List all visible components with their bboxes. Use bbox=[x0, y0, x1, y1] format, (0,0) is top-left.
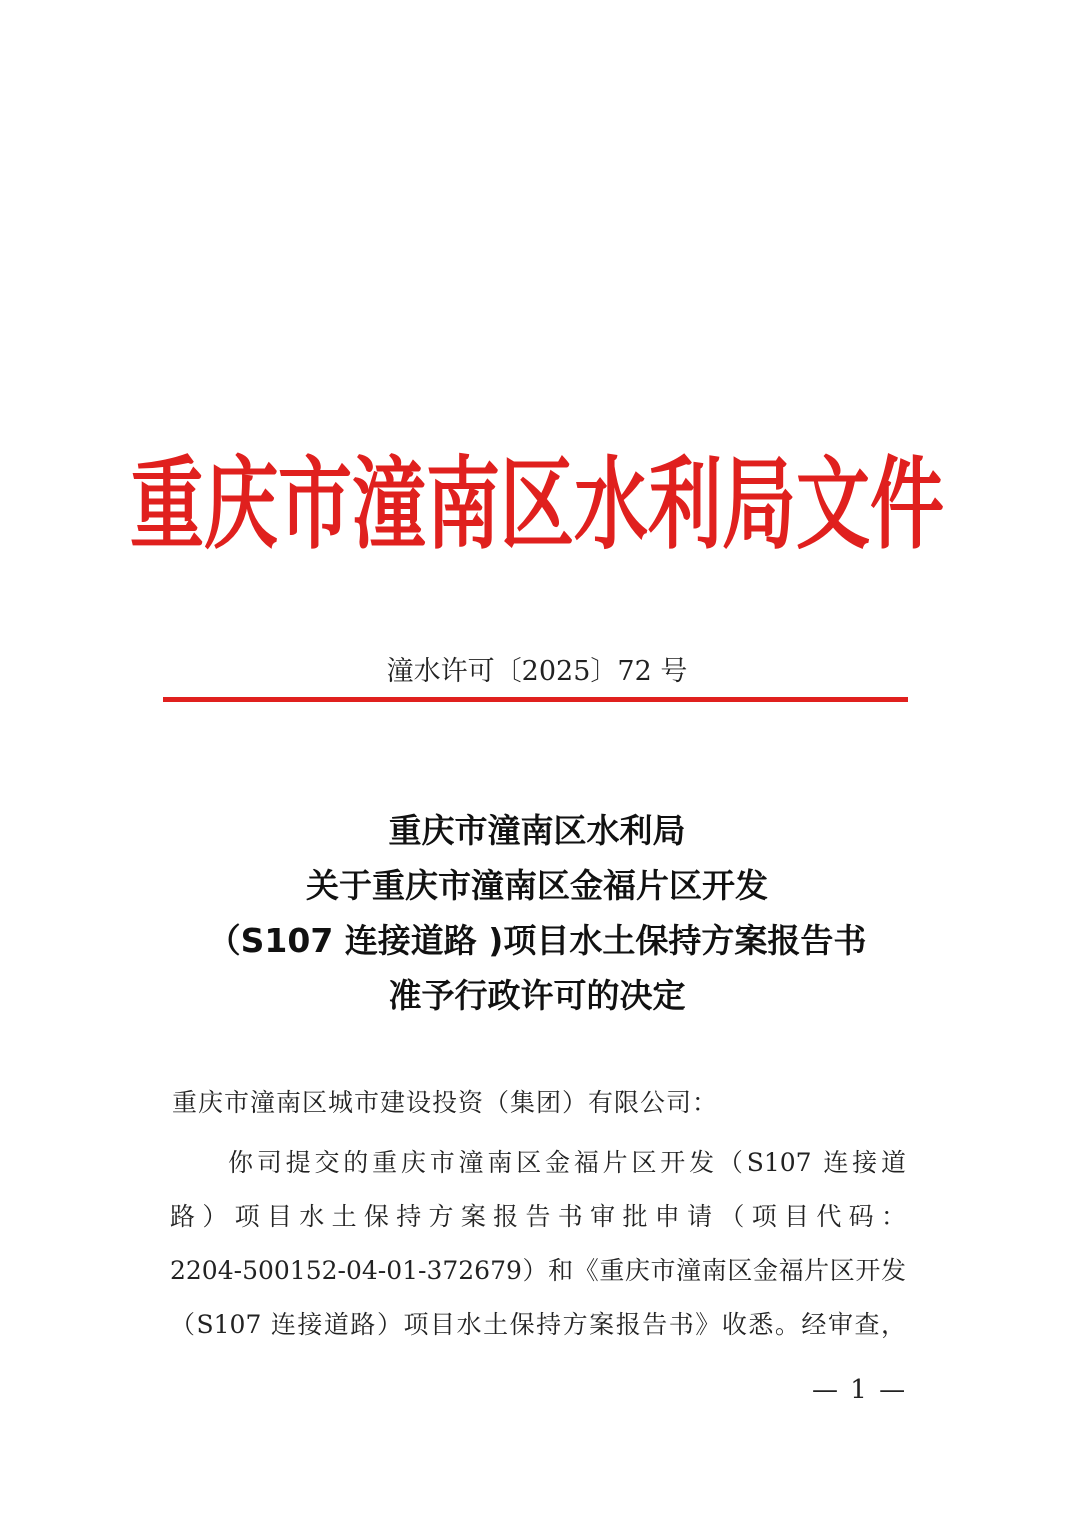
document-number: 潼水许可〔2025〕72 号 bbox=[386, 656, 688, 687]
body-line-3: 2204-500152-04-01-372679）和《重庆市潼南区金福片区开发 bbox=[170, 1256, 906, 1285]
title-line-4: 准予行政许可的决定 bbox=[388, 976, 686, 1015]
title-line-2: 关于重庆市潼南区金福片区开发 bbox=[306, 866, 768, 905]
title-line-1: 重庆市潼南区水利局 bbox=[388, 811, 686, 850]
body-paragraph bbox=[170, 1136, 906, 1352]
title-line-3: （S107 连接道路 )项目水土保持方案报告书 bbox=[207, 921, 867, 960]
document-title bbox=[0, 803, 1074, 1023]
addressee: 重庆市潼南区城市建设投资（集团）有限公司： bbox=[172, 1088, 719, 1117]
page-number: — 1 — bbox=[812, 1375, 908, 1405]
red-divider-rule bbox=[163, 697, 908, 702]
body-line-4: （S107 连接道路）项目水土保持方案报告书》收悉。经审查， bbox=[170, 1310, 906, 1339]
body-line-2: 路）项目水土保持方案报告书审批申请（项目代码： bbox=[170, 1202, 906, 1231]
body-line-1: 你司提交的重庆市潼南区金福片区开发（S107 连接道 bbox=[228, 1148, 906, 1177]
masthead-title: 重庆市潼南区水利局文件 bbox=[130, 446, 944, 564]
